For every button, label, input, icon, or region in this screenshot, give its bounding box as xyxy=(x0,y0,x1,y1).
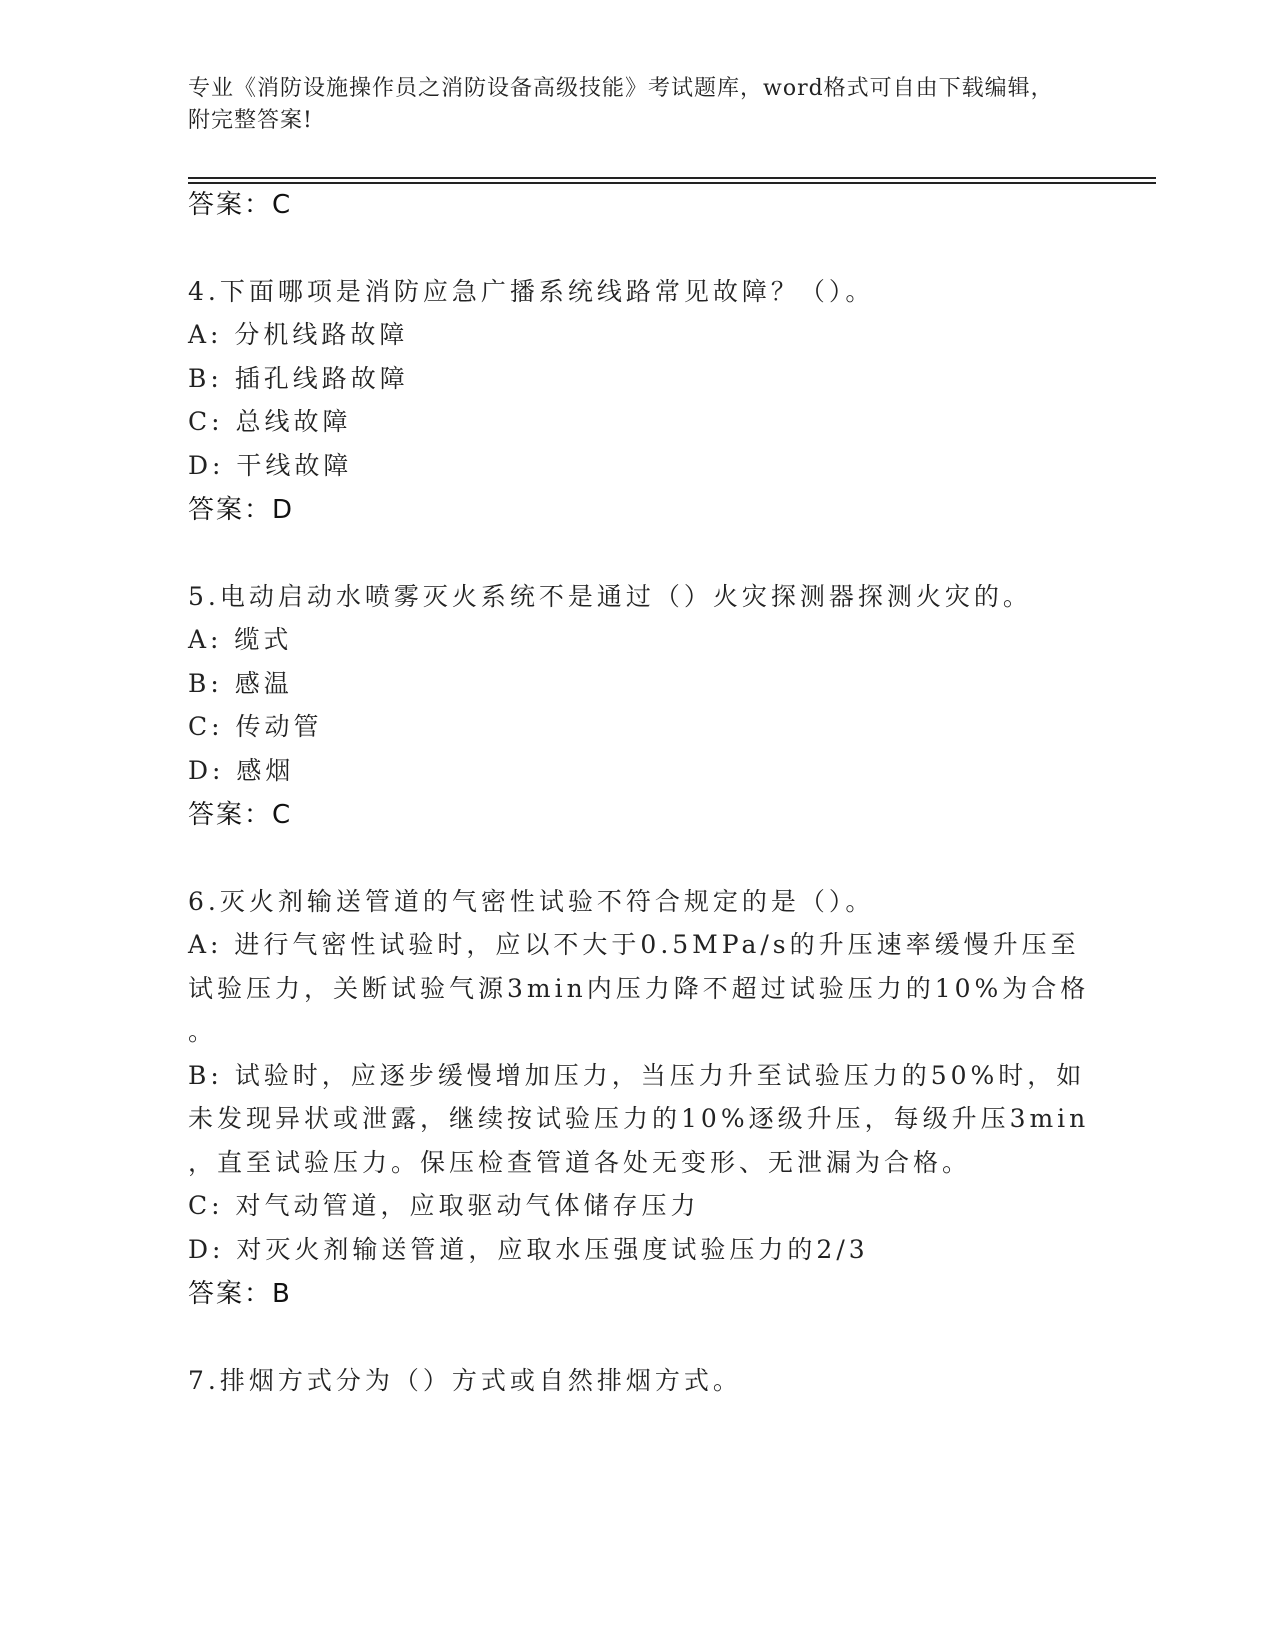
question-4-stem: 4.下面哪项是消防应急广播系统线路常见故障？（）。 xyxy=(188,277,875,306)
question-5-stem: 5.电动启动水喷雾灭火系统不是通过（）火灾探测器探测火灾的。 xyxy=(188,582,1032,611)
question-6-option-a-line1: A: 进行气密性试验时，应以不大于0.5MPa/s的升压速率缓慢升压至 xyxy=(188,930,1080,959)
question-6-option-d: D: 对灭火剂输送管道，应取水压强度试验压力的2/3 xyxy=(188,1235,869,1264)
question-7-stem: 7.排烟方式分为（）方式或自然排烟方式。 xyxy=(188,1366,742,1395)
question-6-stem: 6.灭火剂输送管道的气密性试验不符合规定的是（）。 xyxy=(188,887,875,916)
question-4-option-a: A: 分机线路故障 xyxy=(188,320,409,349)
question-5-option-d: D: 感烟 xyxy=(188,756,295,785)
answer-prev: 答案：C xyxy=(188,190,293,220)
question-5-option-a: A: 缆式 xyxy=(188,625,293,654)
question-6-answer: 答案：B xyxy=(188,1279,292,1309)
question-6-option-b-line1: B: 试验时，应逐步缓慢增加压力，当压力升至试验压力的50%时，如 xyxy=(188,1061,1086,1090)
question-5-option-b: B: 感温 xyxy=(188,669,293,698)
question-4-answer: 答案：D xyxy=(188,495,295,525)
question-4-option-c: C: 总线故障 xyxy=(188,407,352,436)
question-6-option-c: C: 对气动管道，应取驱动气体储存压力 xyxy=(188,1191,700,1220)
question-6-option-a-line3: 。 xyxy=(188,1017,218,1046)
header-rule-bottom xyxy=(188,182,1156,184)
question-6-option-b-line2: 未发现异状或泄露，继续按试验压力的10%逐级升压，每级升压3min xyxy=(188,1104,1090,1133)
question-4-option-b: B: 插孔线路故障 xyxy=(188,364,409,393)
question-6-option-b-line3: ，直至试验压力。保压检查管道各处无变形、无泄漏为合格。 xyxy=(188,1148,972,1177)
question-6-option-a-line2: 试验压力，关断试验气源3min内压力降不超过试验压力的10%为合格 xyxy=(188,974,1090,1003)
question-5-answer: 答案：C xyxy=(188,800,293,830)
document-header: 专业《消防设施操作员之消防设备高级技能》考试题库，word格式可自由下载编辑，附完整答案! xyxy=(188,76,1054,133)
question-5-option-c: C: 传动管 xyxy=(188,712,323,741)
header-rule-top xyxy=(188,177,1156,179)
question-4-option-d: D: 干线故障 xyxy=(188,451,353,480)
